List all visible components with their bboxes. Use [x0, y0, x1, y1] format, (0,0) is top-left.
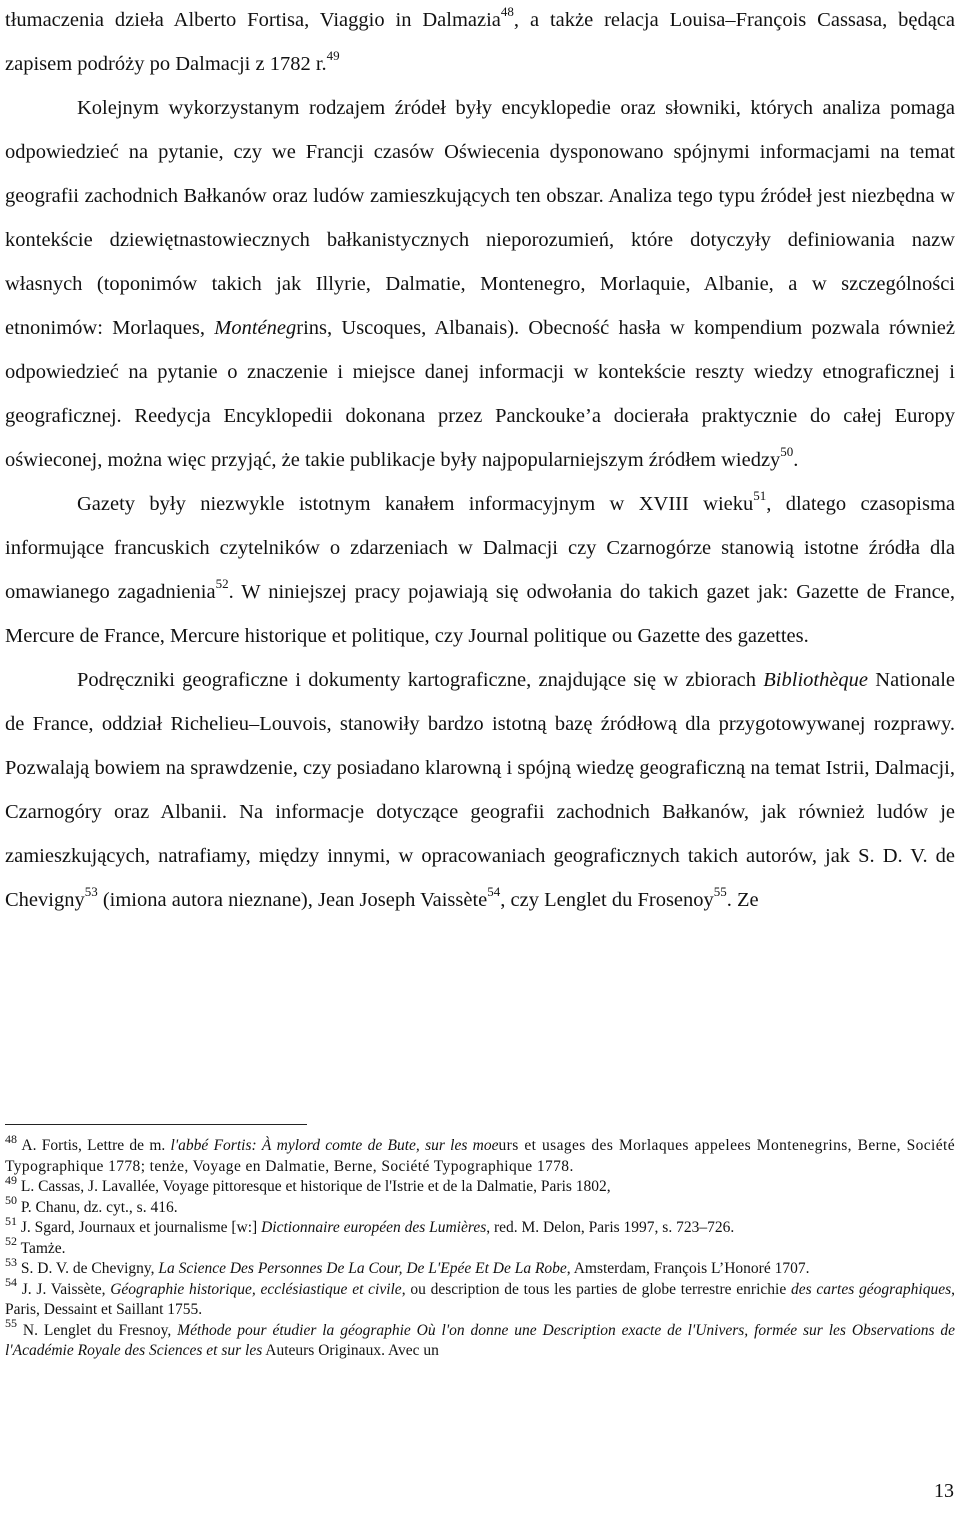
page-number: 13 — [934, 1480, 954, 1502]
text-run: (imiona autora nieznane), Jean Joseph Vaissète — [97, 889, 488, 911]
footnote-number: 52 — [5, 1234, 17, 1249]
page-body — [5, 0, 955, 922]
text-run: rins, Uscoques, Albanais). Obecność hasła w kompendium pozwala również odpowiedzieć na pytanie o znaczenie i miejsce danej informacji w kontekście reszty wiedzy etnograficznej i geograficznej. Reedycja Encyklopedii dokonana przez Panckouke’a docierała praktycznie do całej Europy oświeconej, można więc przyjąć, że takie publikacje były najpopularniejszym źródłem wiedzy — [5, 317, 955, 471]
text-run: , ou description de tous les parties de globe terrestre enrichie — [401, 1280, 791, 1298]
text-run: Kolejnym wykorzystanym rodzajem źródeł były encyklopedie oraz słowniki, których analiza pomaga odpowiedzieć na pytanie, czy we Francji czasów Oświecenia dysponowano spójnymi informacjami na temat geografii zachodnich Bałkanów oraz ludów zamieszkujących ten obszar. Analiza tego typu źródeł jest niezbędna w kontekście dziewiętnastowiecznych bałkanistycznych nieporozumień, które dotyczyły definiowania nazw własnych (toponimów takich jak Illyrie, Dalmatie, Montenegro, Morlaquie, Albanie, a w szczególności etnonimów: Morlaques, — [5, 97, 955, 339]
text-run: , Paris, Dessaint et Saillant 1755. — [5, 1280, 956, 1318]
text-run: Auteurs Originaux. Avec un — [262, 1342, 439, 1359]
text-run: Podręczniki geograficzne i dokumenty kartograficzne, znajdujące się w zbiorach — [77, 669, 764, 691]
text-run: A. Fortis, Lettre de m. — [17, 1137, 171, 1154]
text-run: J. J. Vaissète, — [17, 1280, 111, 1298]
italic-run: Méthode pour étudier la géographie Où l'on donne une Description exacte de l'Univers, formée sur les Observations de l'Académie Royale des Sciences et sur les — [5, 1321, 955, 1359]
footnote-ref[interactable]: 55 — [713, 884, 727, 900]
footnote-49 — [5, 1172, 955, 1198]
text-run: P. Chanu, dz. cyt., s. 416. — [17, 1198, 178, 1216]
text-run: , czy Lenglet du Frosenoy — [500, 889, 714, 911]
footnote-52 — [5, 1234, 955, 1260]
italic-run: des cartes géographiques — [790, 1280, 952, 1298]
text-run: Gazety były niezwykle istotnym kanałem informacyjnym w XVIII wieku — [77, 493, 754, 515]
italic-run: l'abbé Fortis: À mylord comte de Bute, sur les moe — [170, 1137, 499, 1154]
text-run: . Ze — [726, 889, 759, 911]
text-run: J. Sgard, Journaux et journalisme [w:] — [17, 1219, 262, 1236]
footnote-ref[interactable]: 50 — [780, 444, 794, 460]
footnote-number: 51 — [5, 1213, 17, 1228]
text-run: , a także relacja Louisa–François Cassasa, będąca zapisem podróży po Dalmacji z 1782 r. — [5, 9, 955, 75]
footnote-53 — [5, 1254, 955, 1280]
text-run: Nationale de France, oddział Richelieu–Louvois, stanowiły bardzo istotną bazę źródłową dla przygotowywanej rozprawy. Pozwalają bowiem na sprawdzenie, czy posiadano klarowną i spójną wiedzę geograficzną na temat Istrii, Dalmacji, Czarnogóry oraz Albanii. Na informacje dotyczące geografii zachodnich Bałkanów, jak również ludów je zamieszkujących, natrafiamy, między innymi, w opracowaniach geograficznych takich autorów, jak S. D. V. de Chevigny — [5, 669, 955, 911]
paragraph-gazettes — [5, 482, 955, 658]
text-run: N. Lenglet du Fresnoy, — [17, 1321, 178, 1339]
text-run: . W niniejszej pracy pojawiają się odwołania do takich gazet jak: Gazette de France, Mercure de France, Mercure historique et politique, czy Journal politique ou Gazette des gazettes. — [5, 581, 955, 647]
footnote-separator — [5, 1124, 307, 1125]
text-run: urs et usages des Morlaques appelees Montenegrins, Berne, Société Typographique 1778; tenże, Voyage en Dalmatie, Berne, Société Typographique 1778. — [5, 1137, 956, 1175]
italic-run: Géographie historique, ecclésiastique et civile — [110, 1280, 402, 1298]
footnote-number: 54 — [5, 1275, 17, 1290]
footnote-ref[interactable]: 48 — [500, 4, 514, 20]
footnote-number: 55 — [5, 1316, 17, 1331]
footnote-number: 49 — [5, 1172, 17, 1187]
footnote-number: 48 — [5, 1131, 17, 1146]
italic-run: Dictionnaire européen des Lumières — [261, 1219, 487, 1236]
text-run: tłumaczenia dzieła Alberto Fortisa, Viaggio in Dalmazia — [5, 9, 501, 31]
italic-run: Monténeg — [214, 317, 297, 339]
footnote-ref[interactable]: 52 — [215, 576, 229, 592]
footnote-number: 50 — [5, 1193, 17, 1208]
footnote-51 — [5, 1213, 955, 1239]
italic-run: Bibliothèque — [763, 669, 869, 691]
paragraph-encyclopedias — [5, 86, 955, 482]
footnote-55 — [5, 1316, 955, 1362]
text-run: Tamże. — [17, 1239, 66, 1257]
footnote-50 — [5, 1193, 955, 1219]
footnote-54 — [5, 1275, 956, 1321]
text-run: , dlatego czasopisma informujące francuskich czytelników o zdarzeniach w Dalmacji czy Czarnogórze stanowią istotne źródła dla omawianego zagadnienia — [5, 493, 955, 603]
text-run: L. Cassas, J. Lavallée, Voyage pittoresque et historique de l'Istrie et de la Dalmatie, Paris 1802, — [17, 1178, 611, 1195]
footnote-ref[interactable]: 49 — [326, 48, 340, 64]
text-run: . — [793, 449, 799, 471]
footnote-number: 53 — [5, 1254, 17, 1269]
text-run: S. D. V. de Chevigny, — [17, 1260, 159, 1277]
footnote-48 — [5, 1131, 956, 1177]
footnote-ref[interactable]: 54 — [487, 884, 501, 900]
paragraph-handbooks — [5, 658, 955, 922]
footnote-ref[interactable]: 51 — [753, 488, 767, 504]
paragraph-lead — [5, 0, 955, 86]
italic-run: La Science Des Personnes De La Cour, De L'Epée Et De La Robe — [158, 1260, 567, 1277]
text-run: , Amsterdam, François L’Honoré 1707. — [566, 1260, 810, 1277]
footnote-ref[interactable]: 53 — [84, 884, 98, 900]
text-run: , red. M. Delon, Paris 1997, s. 723–726. — [486, 1219, 735, 1236]
footnotes — [5, 1131, 956, 1362]
